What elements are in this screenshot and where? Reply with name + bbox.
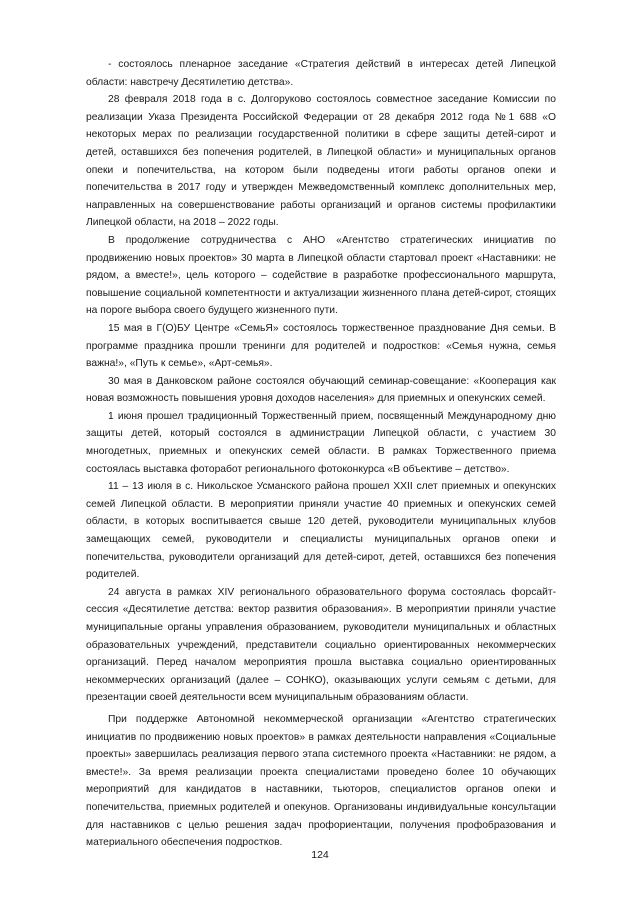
paragraph-foresight-session: 24 августа в рамках XIV регионального образовательного форума состоялась форсайт-сессия «Десятилетие детства: вектор развития образования». В мероприятии приняли участие муниципальные органы управления образованием, руководители муниципальных и областных образовательных учреждений, представители социально ориентированных некоммерческих организаций. Перед началом мероприятия прошла выставка социально ориентированных некоммерческих организаций (далее – СОНКО), оказывающих услуги семьям с детьми, для презентации своей деятельности всем муниципальным образованиям области. [86,586,556,704]
paragraph-family-day: 15 мая в Г(О)БУ Центре «СемьЯ» состоялось торжественное празднование Дня семьи. В программе праздника прошли тренинги для родителей и подростков: «Семья нужна, семья важна!», «Путь к семье», «Арт-семья». [86,322,556,370]
document-body [86,56,556,852]
page-number: 124 [311,849,329,861]
paragraph-asi-support: При поддержке Автономной некоммерческой организации «Агентство стратегических инициатив по продвижению новых проектов» в рамках деятельности направления «Социальные проекты» завершилась реализация первого этапа системного проекта «Наставники: не рядом, а вместе!». За время реализации проекта специалистами проведено более 10 обучающих мероприятий для кандидатов в наставники, тьюторов, специалистов органов опеки и попечительства, приемных родителей и опекунов. Организованы индивидуальные консультации для наставников с целью решения задач профориентации, получения профобразования и материального обеспечения подростков. [86,713,556,849]
paragraph-childrens-day: 1 июня прошел традиционный Торжественный прием, посвященный Международному дню защиты детей, который состоялся в администрации Липецкой области, с участием 30 многодетных, приемных и опекунских семей области. В рамках Торжественного приема состоялась выставка фоторабот регионального фотоконкурса «В объективе – детство». [86,410,556,475]
paragraph-dankov-seminar: 30 мая в Данковском районе состоялся обучающий семинар-совещание: «Кооперация как новая возможность повышения уровня доходов населения» для приемных и опекунских семей. [86,375,556,405]
paragraph-foster-families-rally: 11 – 13 июля в с. Никольское Усманского района прошел XXII слет приемных и опекунских семей Липецкой области. В мероприятии приняли участие 40 приемных и опекунских семей области, в которых воспитывается свыше 120 детей, руководители муниципальных клубов замещающих семей, руководители и специалисты муниципальных органов опеки и попечительства, руководители организаций для детей-сирот, детей, оставшихся без попечения родителей. [86,481,556,581]
paragraph-commission-meeting: 28 февраля 2018 года в с. Долгоруково состоялось совместное заседание Комиссии по реализации Указа Президента Российской Федерации от 28 декабря 2012 года №1 688 «О некоторых мерах по реализации государственной политики в сфере защиты детей-сирот и детей, оставшихся без попечения родителей, в Липецкой области» и муниципальных органов опеки и попечительства, на котором были подведены итоги работы органов опеки и попечительства в 2017 году и утвержден Межведомственный комплекс дополнительных мер, направленных на совершенствование работы организаций и органов системы профилактики Липецкой области, на 2018 – 2022 годы. [86,94,556,229]
paragraph-plenary-session: - состоялось пленарное заседание «Стратегия действий в интересах детей Липецкой области: навстречу Десятилетию детства». [86,59,556,88]
paragraph-mentors-project: В продолжение сотрудничества с АНО «Агентство стратегических инициатив по продвижению новых проектов» 30 марта в Липецкой области стартовал проект «Наставники: не рядом, а вместе!», цель которого – содействие в разработке профессионального маршрута, повышение социальной компетентности и актуализации жизненного плана детей-сирот, стоящих на пороге выбора своего будущего жизненного пути. [86,234,556,317]
